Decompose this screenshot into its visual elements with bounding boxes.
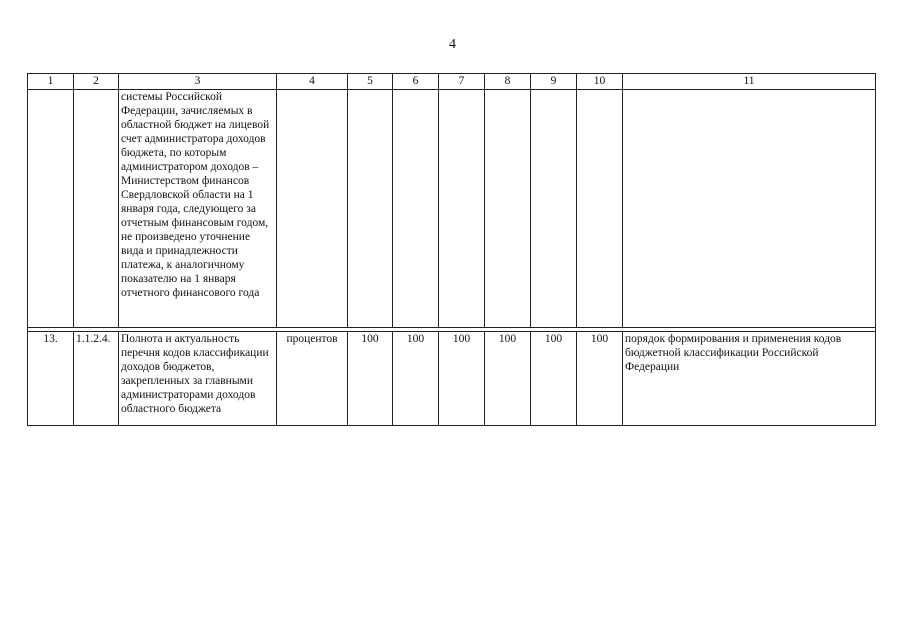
- cell-num: [28, 90, 74, 328]
- cell-col10: [577, 90, 623, 328]
- row-unit: процентов: [277, 332, 348, 426]
- row-code: 1.1.2.4.: [74, 332, 119, 426]
- header-col-6: 6: [393, 74, 439, 90]
- header-col-8: 8: [485, 74, 531, 90]
- header-row: [28, 74, 876, 90]
- indicators-table: [27, 73, 876, 426]
- row-value-10: 100: [577, 332, 623, 426]
- row-value-5: 100: [348, 332, 393, 426]
- row-source: порядок формирования и применения кодов бюджетной классификации Российской Федерации: [623, 332, 876, 426]
- row-value-6: 100: [393, 332, 439, 426]
- header-col-3: 3: [119, 74, 277, 90]
- cell-col8: [485, 90, 531, 328]
- cell-col5: [348, 90, 393, 328]
- header-col-1: 1: [28, 74, 74, 90]
- header-col-5: 5: [348, 74, 393, 90]
- row-number: 13.: [28, 332, 74, 426]
- header-col-2: 2: [74, 74, 119, 90]
- table-row-13: [28, 332, 876, 426]
- cell-col7: [439, 90, 485, 328]
- row-value-8: 100: [485, 332, 531, 426]
- cell-source: [623, 90, 876, 328]
- header-col-11: 11: [623, 74, 876, 90]
- cell-col9: [531, 90, 577, 328]
- row-value-7: 100: [439, 332, 485, 426]
- header-col-7: 7: [439, 74, 485, 90]
- table-row-continuation: [28, 90, 876, 328]
- header-col-4: 4: [277, 74, 348, 90]
- cell-indicator-name: системы Российской Федерации, зачисляемых в областной бюджет на лицевой счет администратора доходов бюджета, по которым администратором доходов – Министерством финансов Свердловской области на 1 января года, следующего за отчетным финансовым годом, не произведено уточнение вида и принадлежности платежа, к аналогичному показателю на 1 января отчетного финансового года: [119, 90, 277, 328]
- cell-code: [74, 90, 119, 328]
- header-col-10: 10: [577, 74, 623, 90]
- cell-unit: [277, 90, 348, 328]
- row-value-9: 100: [531, 332, 577, 426]
- page-number: 4: [449, 37, 456, 52]
- header-col-9: 9: [531, 74, 577, 90]
- row-indicator-name: Полнота и актуальность перечня кодов классификации доходов бюджетов, закрепленных за главными администраторами доходов областного бюджета: [119, 332, 277, 426]
- cell-col6: [393, 90, 439, 328]
